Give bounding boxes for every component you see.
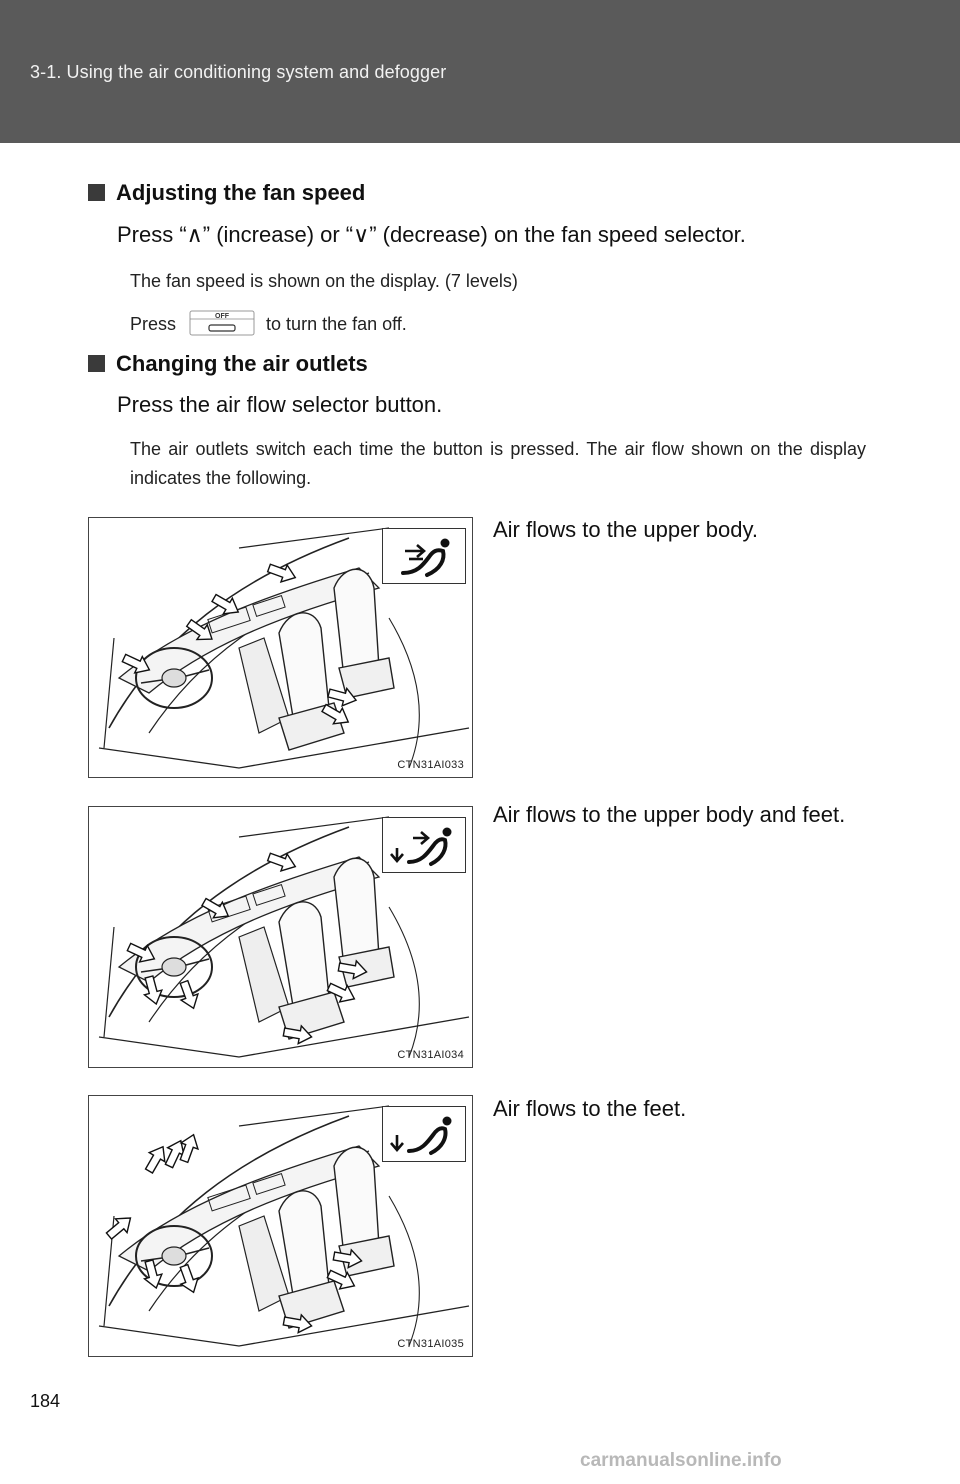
mode-display-box (382, 528, 466, 584)
figure-feet-airflow (88, 1095, 473, 1357)
figure-code: CTN31AI035 (397, 1338, 464, 1350)
fan-off-note: Press OFF to turn the fan off. (130, 310, 407, 336)
air-outlets-heading: Changing the air outlets (88, 351, 368, 377)
page-number: 184 (30, 1391, 61, 1411)
figure-face-airflow (88, 517, 473, 778)
mode-display-box (382, 1106, 466, 1162)
mode-display-box (382, 817, 466, 873)
fan-speed-note: The fan speed is shown on the display. (7 levels) (130, 271, 518, 291)
figure-code: CTN31AI033 (397, 759, 464, 771)
off-button-label: OFF (215, 313, 230, 320)
watermark: carmanualsonline.info (580, 1450, 782, 1471)
square-bullet-icon (88, 355, 105, 372)
feet-airflow-icon (383, 1107, 467, 1163)
fan-speed-heading: Adjusting the fan speed (88, 180, 365, 206)
page-header (0, 0, 960, 143)
fan-speed-instruction: Press “∧” (increase) or “∨” (decrease) on the fan speed selector. (117, 222, 746, 247)
figure-caption: Air flows to the upper body. (493, 517, 758, 542)
face-airflow-icon (383, 529, 467, 585)
bi-level-airflow-icon (383, 818, 467, 874)
fan-off-button-icon (189, 310, 255, 336)
figure-code: CTN31AI034 (397, 1049, 464, 1061)
air-outlets-note: The air outlets switch each time the button is pressed. The air flow shown on the display indicates the following. (130, 439, 866, 488)
figure-bi-level-airflow (88, 806, 473, 1068)
square-bullet-icon (88, 184, 105, 201)
air-outlets-instruction: Press the air flow selector button. (117, 392, 443, 417)
figure-caption: Air flows to the feet. (493, 1096, 687, 1121)
figure-caption: Air flows to the upper body and feet. (493, 802, 846, 827)
section-breadcrumb: 3-1. Using the air conditioning system and defogger (30, 62, 447, 82)
